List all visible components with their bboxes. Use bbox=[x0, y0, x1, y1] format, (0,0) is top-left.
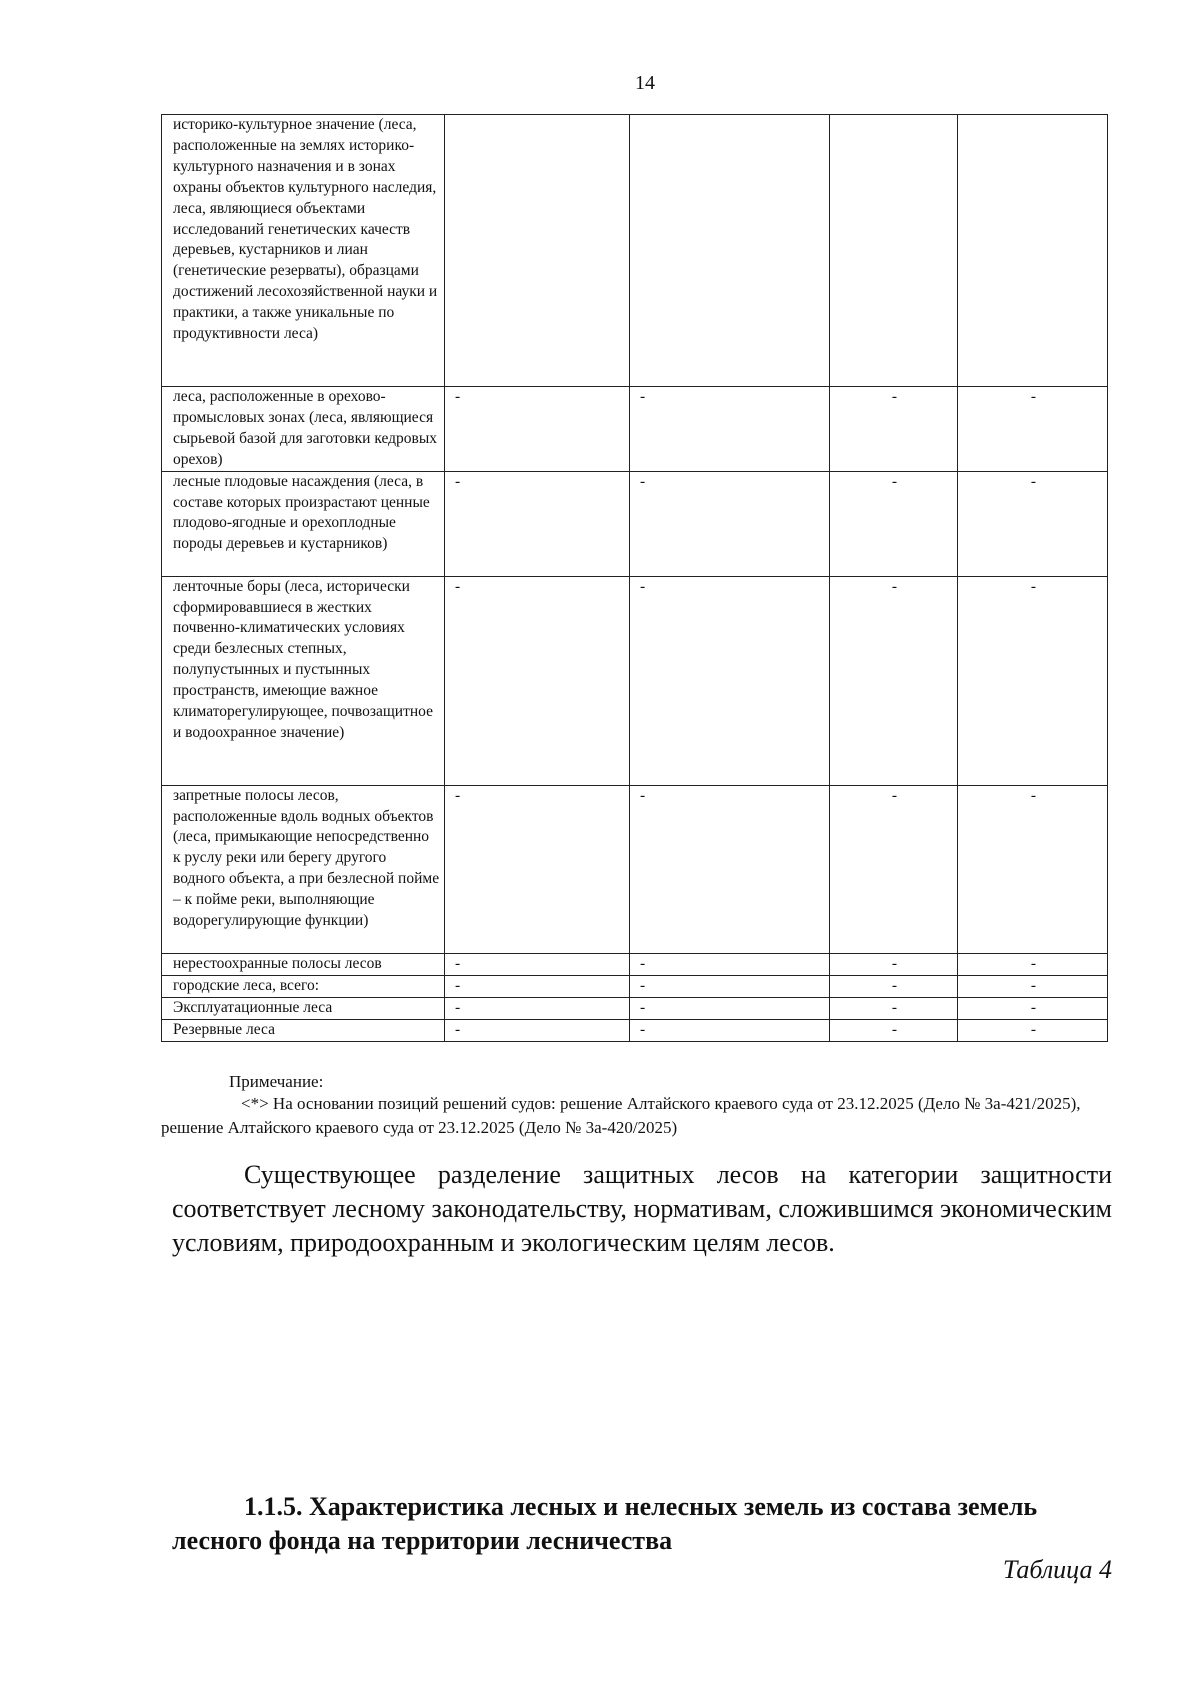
page-number: 14 bbox=[635, 72, 655, 94]
cell-value: - bbox=[958, 471, 1108, 576]
cell-value: - bbox=[445, 997, 630, 1019]
cell-value bbox=[630, 115, 830, 387]
cell-value: - bbox=[958, 953, 1108, 975]
cell-value: - bbox=[445, 1019, 630, 1041]
cell-value: - bbox=[630, 785, 830, 953]
cell-value: - bbox=[445, 387, 630, 472]
table-row bbox=[162, 1019, 1108, 1041]
cell-value: - bbox=[630, 387, 830, 472]
cell-value: - bbox=[830, 997, 958, 1019]
row-label: ленточные боры (леса, исторически сформировавшиеся в жестких почвенно-климатических условиях среди безлесных степных, полупустынных и пустынных пространств, имеющие важное климаторегулирующее, почвозащитное и водоохранное значение) bbox=[162, 576, 445, 785]
table-row bbox=[162, 471, 1108, 576]
row-label: запретные полосы лесов, расположенные вдоль водных объектов (леса, примыкающие непосредственно к руслу реки или берегу другого водного объекта, а при безлесной пойме – к пойме реки, выполняющие водорегулирующие функции) bbox=[162, 785, 445, 953]
row-label: городские леса, всего: bbox=[162, 975, 445, 997]
cell-value: - bbox=[630, 576, 830, 785]
table-row bbox=[162, 576, 1108, 785]
table-row bbox=[162, 785, 1108, 953]
cell-value: - bbox=[958, 785, 1108, 953]
table-row bbox=[162, 953, 1108, 975]
row-label: нерестоохранные полосы лесов bbox=[162, 953, 445, 975]
note-title: Примечание: bbox=[229, 1072, 324, 1091]
cell-value: - bbox=[630, 471, 830, 576]
cell-value: - bbox=[445, 785, 630, 953]
table-caption: Таблица 4 bbox=[1002, 1555, 1112, 1584]
cell-value: - bbox=[830, 975, 958, 997]
cell-value: - bbox=[445, 576, 630, 785]
row-label: леса, расположенные в орехово-промысловых зонах (леса, являющиеся сырьевой базой для заготовки кедровых орехов) bbox=[162, 387, 445, 472]
cell-value: - bbox=[830, 576, 958, 785]
table-row bbox=[162, 997, 1108, 1019]
cell-value: - bbox=[630, 1019, 830, 1041]
cell-value: - bbox=[830, 785, 958, 953]
cell-value: - bbox=[630, 997, 830, 1019]
cell-value: - bbox=[445, 471, 630, 576]
row-label: лесные плодовые насаждения (леса, в составе которых произрастают ценные плодово-ягодные и орехоплодные породы деревьев и кустарников) bbox=[162, 471, 445, 576]
table-row bbox=[162, 387, 1108, 472]
cell-value bbox=[958, 115, 1108, 387]
row-label: историко-культурное значение (леса, расположенные на землях историко-культурного назначения и в зонах охраны объектов культурного наследия, леса, являющиеся объектами исследований генетических качеств деревьев, кустарников и лиан (генетические резерваты), образцами достижений лесохозяйственной науки и практики, а также уникальные по продуктивности леса) bbox=[162, 115, 445, 387]
cell-value: - bbox=[958, 576, 1108, 785]
cell-value: - bbox=[958, 1019, 1108, 1041]
cell-value bbox=[445, 115, 630, 387]
forest-categories-table bbox=[161, 114, 1108, 1042]
cell-value: - bbox=[445, 975, 630, 997]
cell-value: - bbox=[630, 975, 830, 997]
cell-value: - bbox=[958, 975, 1108, 997]
cell-value: - bbox=[830, 471, 958, 576]
cell-value: - bbox=[445, 953, 630, 975]
row-label: Резервные леса bbox=[162, 1019, 445, 1041]
cell-value: - bbox=[830, 953, 958, 975]
table-row bbox=[162, 975, 1108, 997]
cell-value bbox=[830, 115, 958, 387]
cell-value: - bbox=[830, 387, 958, 472]
cell-value: - bbox=[830, 1019, 958, 1041]
row-label: Эксплуатационные леса bbox=[162, 997, 445, 1019]
cell-value: - bbox=[630, 953, 830, 975]
note-text: <*> На основании позиций решений судов: решение Алтайского краевого суда от 23.12.2025 (Дело № 3а-421/2025), решение Алтайского краевого суда от 23.12.2025 (Дело № 3а-420/2025) bbox=[161, 1094, 1081, 1137]
cell-value: - bbox=[958, 387, 1108, 472]
body-paragraph: Существующее разделение защитных лесов на категории защитности соответствует лесному законодательству, нормативам, сложившимся экономическим условиям, природоохранным и экологическим целям лесов. bbox=[172, 1160, 1112, 1257]
table-row bbox=[162, 115, 1108, 387]
cell-value: - bbox=[958, 997, 1108, 1019]
section-heading: 1.1.5. Характеристика лесных и нелесных земель из состава земель лесного фонда на территории лесничества bbox=[172, 1492, 1038, 1555]
